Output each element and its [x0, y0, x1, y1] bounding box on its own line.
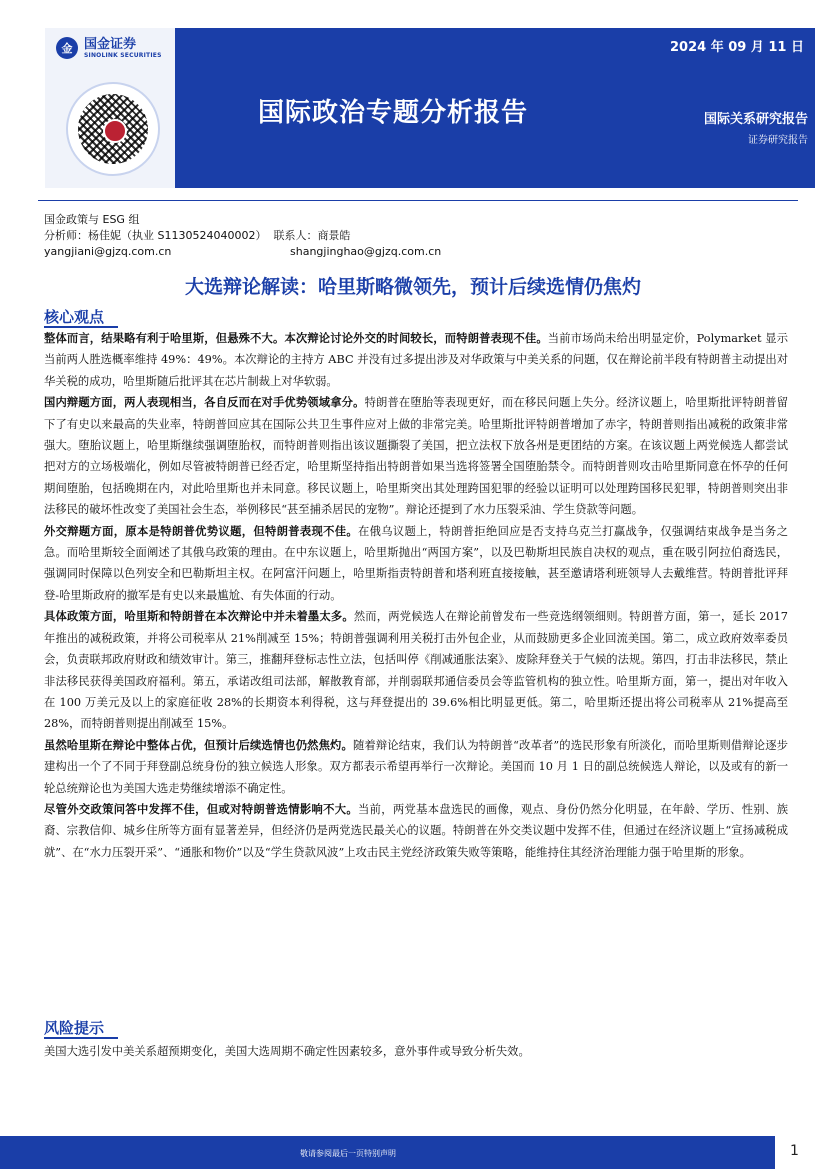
paragraph-6-text: 当前，两党基本盘选民的画像，观点、身份仍然分化明显，在年龄、学历、性别、族裔、宗教信仰、城乡住所等方面有显著差异，但经济仍是两党选民最关心的议题。特朗普在外交类议题中发挥不佳，但通过在经济议题上“宣扬减税成就”、在“水力压裂开采”、“通胀和物价”以及“学生贷款风波”上攻击民主党经济政策失败等策略，能维持住其经济治理能力强于哈里斯的形象。 — [44, 802, 788, 859]
paragraph-4 — [44, 606, 788, 734]
logo-cn-text: 国金证券 — [84, 36, 137, 52]
paragraph-6-lead: 尽管外交政策问答中发挥不佳，但或对特朗普选情影响不大。 — [44, 801, 359, 816]
header-divider — [38, 200, 798, 201]
paragraph-3 — [44, 521, 788, 607]
paragraph-2 — [44, 392, 788, 520]
author-meta — [44, 212, 441, 260]
contact-name: 联系人：商景皓 — [273, 229, 351, 242]
contact-email[interactable]: shangjinghao@gjzq.com.cn — [290, 245, 442, 258]
paragraph-4-text: 然而，两党候选人在辩论前曾发布一些竞选纲领细则。特朗普方面，第一，延长 2017 年推出的减税政策，并将公司税率从 21%削减至 15%；特朗普强调利用关税打击外包企业，从而鼓励更多企业回流美国。第二，成立政府效率委员会，负责联邦政府财政和绩效审计。第三，推翻拜登标志性立法，包括叫停《削减通胀法案》、废除拜登关于气候的法规。第四，打击非法移民，禁止非法移民获得美国政府福利。第五，承诺改组司法部，解散教育部，并削弱联邦通信委员会等监管机构的独立性。哈里斯方面，第一，提出对年收入在 100 万美元及以上的家庭征收 28%的长期资本利得税，这与拜登提出的 39.6%相比明显更低。第二，哈里斯还提出将公司税率从 21%提高至 28%，而特朗普则提出削减至 15%。 — [44, 610, 788, 731]
paragraph-6 — [44, 799, 788, 863]
paragraph-1-lead: 整体而言，结果略有利于哈里斯，但悬殊不大。本次辩论讨论外交的时间较长，而特朗普表现不佳。 — [44, 331, 548, 345]
risk-text: 美国大选引发中美关系超预期变化，美国大选周期不确定性因素较多，意外事件或导致分析失效。 — [44, 1045, 530, 1058]
report-type: 证券研究报告 — [748, 135, 808, 146]
logo-en-text: SINOLINK SECURITIES — [84, 51, 162, 59]
paragraph-2-lead: 国内辩题方面，两人表现相当，各自反而在对手优势领域拿分。 — [44, 395, 365, 410]
paragraph-5-text: 随着辩论结束，我们认为特朗普“改革者”的选民形象有所淡化，而哈里斯则借辩论逐步建构出一个了不同于拜登副总统身份的独立候选人形象。双方都表示希望再举行一次辩论。美国而 10 月 1 日的副总统候选人辩论，以及或有的新一轮总统辩论也为美国大选走势继续增添不确定性。 — [44, 738, 788, 795]
footer-page-box — [775, 1136, 826, 1169]
qr-code-icon — [66, 82, 160, 176]
footer-disclaimer: 敬请参阅最后一页特别声明 — [300, 1149, 396, 1158]
sinolink-logo-icon: 金 — [56, 37, 78, 59]
paragraph-1 — [44, 328, 788, 392]
risk-section-underline — [44, 1037, 118, 1039]
sinolink-logo — [56, 37, 162, 59]
paragraph-3-lead: 外交辩题方面，原本是特朗普优势议题，但特朗普表现不佳。 — [44, 523, 359, 538]
report-dept: 国际关系研究报告 — [703, 112, 808, 127]
report-date: 2024 年 09 月 11 日 — [670, 40, 804, 55]
page-number: 1 — [790, 1143, 799, 1159]
core-body — [44, 328, 788, 863]
headline: 大选辩论解读：哈里斯略微领先，预计后续选情仍焦灼 — [184, 276, 641, 298]
report-title: 国际政治专题分析报告 — [258, 98, 529, 128]
analyst-email[interactable]: yangjiani@gjzq.com.cn — [44, 245, 172, 258]
paragraph-3-text: 在俄乌议题上，特朗普拒绝回应是否支持乌克兰打赢战争，仅强调结束战争是当务之急。而哈里斯较全面阐述了其俄乌政策的理由。在中东议题上，哈里斯抛出“两国方案”，以及巴勒斯坦民族自决权的观点，重在吸引阿拉伯裔选民，强调同时保障以色列安全和巴勒斯坦主权。在阿富汗问题上，哈里斯指责特朗普和塔利班直接接触，甚至邀请塔利班领导人去戴维营。特朗普批评拜登-哈里斯政府的撤军是有史以来最尴尬、有失体面的行动。 — [44, 524, 788, 602]
group-name: 国金政策与 ESG 组 — [44, 213, 140, 226]
risk-section-title: 风险提示 — [44, 1019, 105, 1037]
core-section-title: 核心观点 — [44, 308, 105, 326]
paragraph-5-lead: 虽然哈里斯在辩论中整体占优，但预计后续选情也仍然焦灼。 — [44, 737, 353, 752]
paragraph-2-text: 特朗普在堕胎等表现更好，而在移民问题上失分。经济议题上，哈里斯批评特朗普留下了有史以来最高的失业率，特朗普回应其在国际公共卫生事件应对上做的非常完美。哈里斯批评特朗普增加了赤字，特朗普则指出减税的政策非常强大。堕胎议题上，哈里斯继续强调堕胎权，而特朗普则指出该议题撕裂了美国，把立法权下放各州是更团结的方案。在该议题上两党候选人都尝试把对方的立场极端化，例如尽管被特朗普已经否定，哈里斯坚持指出特朗普如果当选将签署全国堕胎禁令。而特朗普则攻击哈里斯同意在怀孕的任何期间堕胎，包括晚期在内，对此哈里斯也并未同意。移民议题上，哈里斯突出其处理跨国犯罪的经验以证明可以处理跨国移民犯罪，特朗普则突出非法移民的破坏性改变了美国社会生态，举例移民“甚至捕杀居民的宠物”。辩论还提到了水力压裂采油、学生贷款等问题。 — [44, 396, 788, 517]
analyst-name: 分析师：杨佳妮（执业 S1130524040002） — [44, 229, 267, 242]
paragraph-1-text: 当前市场尚未给出明显定价，Polymarket 显示当前两人胜选概率维持 49%：49%。本次辩论的主持方 ABC 并没有过多提出涉及对华政策与中美关系的问题，仅在辩论前半段有特朗普主动提出对华关税的成功，哈里斯随后批评其在芯片制裁上对华软弱。 — [44, 332, 788, 388]
paragraph-4-lead: 具体政策方面，哈里斯和特朗普在本次辩论中并未着墨太多。 — [44, 609, 354, 624]
footer-bar — [0, 1136, 826, 1169]
paragraph-5 — [44, 735, 788, 799]
